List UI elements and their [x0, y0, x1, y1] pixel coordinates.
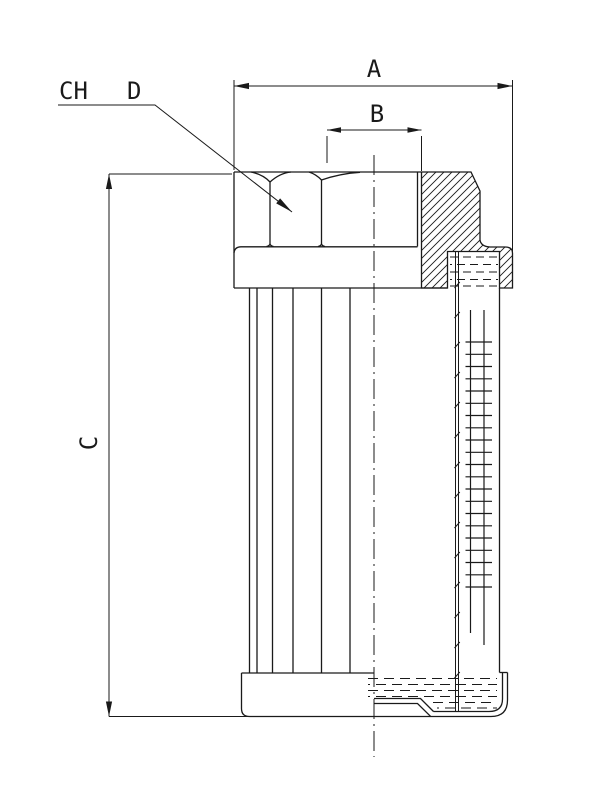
hex-face-line-2 [309, 172, 325, 247]
cup-outer-wall [491, 673, 508, 717]
bottom-cup-section [374, 673, 508, 717]
dim-c-label: C [75, 435, 103, 451]
pleat-lines [250, 288, 351, 673]
bottom-cap-left-edge [242, 673, 250, 717]
hex-chamfer-arc-right [322, 172, 361, 180]
dim-c-arrow-bottom [106, 702, 112, 717]
hex-wrench-label: CH [59, 77, 88, 105]
dim-a-arrow-right [498, 83, 513, 89]
mesh-rungs [466, 342, 493, 587]
bottom-end-cap [242, 673, 492, 717]
hex-chamfer-arc-center-left [270, 172, 291, 182]
hex-head [234, 172, 421, 288]
adhesive-top [450, 257, 498, 286]
dim-c-arrow-top [106, 174, 112, 189]
dim-b-arrow-left [327, 127, 341, 133]
dim-a-label: A [366, 55, 382, 83]
dim-b-arrow-right [408, 127, 422, 133]
leader-arrow [276, 198, 292, 212]
leader-line [58, 105, 292, 212]
dimension-c [75, 174, 250, 717]
leader-ch-d [58, 77, 292, 212]
inner-tube [455, 252, 460, 712]
dim-b-label: B [369, 100, 385, 128]
thread-label: D [127, 77, 142, 105]
tube-bottom-plate [374, 699, 434, 717]
filter-media-pleats [250, 288, 351, 673]
support-mesh [466, 310, 493, 645]
dim-a-arrow-left [234, 83, 249, 89]
hex-washer-face [234, 247, 418, 253]
top-end-cap-section [422, 172, 513, 288]
